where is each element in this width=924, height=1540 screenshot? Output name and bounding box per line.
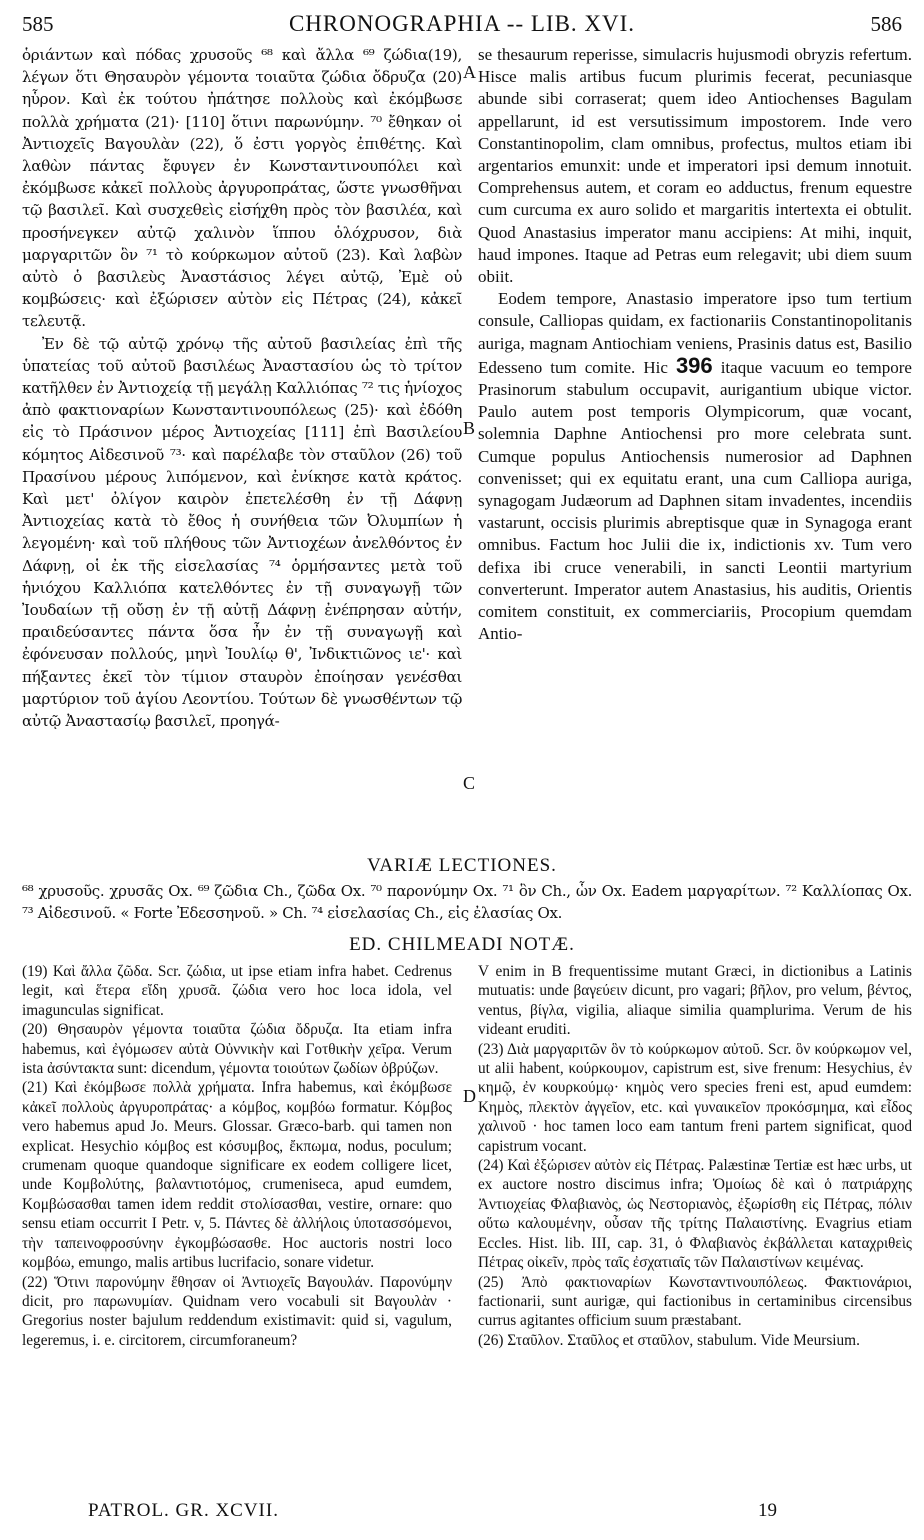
running-header bbox=[22, 4, 902, 44]
page-number-right: 586 bbox=[870, 11, 902, 36]
greek-column bbox=[22, 44, 462, 732]
note-25: (25) Ἀπὸ φακτιοναρίων Κωνσταντινουπόλεως. Φακτιονάριοι, factionarii, sunt aurigæ, qui factionibus in certaminibus circensibus currus agitantes officium suum præstabant. bbox=[478, 1273, 912, 1330]
page-footer bbox=[22, 1500, 902, 1534]
margin-marker-b: B bbox=[463, 418, 476, 438]
greek-paragraph-1: ὁριάντων καὶ πόδας χρυσοῦς ⁶⁸ καὶ ἄλλα ⁶⁹ ζώδια(19), λέγων ὅτι Θησαυρὸν γέμοντα τοιαῦτα ζώδια ὄδρυζα (20) ηὗρον. Καὶ ἐκ τούτου ἠπάτησε πολλοὺς καὶ ἐκόμβωσε πολλὰ χρήματα (21)· [110] ὅτινι παρωνύμην. ⁷⁰ ἔθηκαν οἱ Ἀντιοχεῖς Βαγουλὰν (22), ὅ ἐστι γοργὸς ἐπιθέτης. Καὶ λαθὼν πάντας ἔφυγεν ἐν Κωνσταντινουπόλει καὶ ἐκόμβωσε κἀκεῖ πολλοὺς ἀργυροπράτας, ὥστε γνωσθῆναι τῷ βασιλεῖ. Καὶ συσχεθεὶς εἰσήχθη πρὸς τὸν βασιλέα, καὶ προσήνεγκεν αὐτῷ χαλινὸν ἵππου ὁλόχρυσον, διὰ μαργαριτῶν ὃν ⁷¹ τὸ κούρκωμον αὐτοῦ (23). Καὶ λαβὼν αὐτὸ ὁ βασιλεὺς Ἀναστάσιος λέγει αὐτῷ, Ἐμὲ οὐ κομβώσεις· καὶ ἐξώρισεν αὐτὸν εἰς Πέτρας (24), κἀκεῖ τελευτᾷ. bbox=[22, 46, 462, 331]
note-26: (26) Σταῦλον. Σταῦλος et σταῦλον, stabulum. Vide Meursium. bbox=[478, 1331, 860, 1349]
latin-column bbox=[478, 44, 912, 645]
latin-paragraph-2b: itaque vacuum eo tempore Prasinorum stabulum occupavit, aurigantium ubique victor. Paulo autem post temporis Olympicorum, quæ vocant, solemnia Daphne Antiochensi pro more celebrata sunt. Cumque populus Antiochensis numerosior ad Daphnen convenisset; qui ex equitatu erant, una cum Calliopa auriga, synagogam Judæorum ad Daphnen sitam invadentes, incendiis vastarunt, occisis plurimis abreptisque quæ in Synagoga erant omnibus. Factum hoc Julii die ix, indictionis xv. Tum vero defixa ibi cruce venerabili, in sancti Leontii martyrium converterunt. Imperator autem Anastasius, his auditis, Orientis comitem constituit, ex commerciariis, Procopium quemdam Antio- bbox=[478, 357, 912, 644]
running-title: CHRONOGRAPHIA -- LIB. XVI. bbox=[288, 11, 636, 36]
notes-left-column bbox=[22, 962, 452, 1350]
note-20: (20) Θησαυρὸν γέμοντα τοιαῦτα ζώδια ὄδρυζα. Ita etiam infra habemus, καὶ ἐγόμωσεν αὐτὰ Οὐννικὴν καὶ Γοτθικὴν χεῖρα. Verum ista ἀσύντακτα sunt: dicendum, γέμοντα τοιούτων ζωδίων ὀβρύζων. bbox=[22, 1021, 452, 1078]
footer-series: PATROL. GR. XCVII. bbox=[88, 1500, 279, 1521]
greek-paragraph-2: Ἐν δὲ τῷ αὐτῷ χρόνῳ τῆς αὐτοῦ βασιλείας ἐπὶ τῆς ὑπατείας τοῦ αὐτοῦ βασιλέως Ἀναστασίου ὡς τὸ τρίτον κατῆλθεν ἐν Ἀντιοχείᾳ τῇ μεγάλῃ Καλλιόπας ⁷² τις ἡνίοχος ἀπὸ φακτιοναρίων Κωνσταντινουπόλεως (25)· καὶ ἐδόθη εἰς τὸ Πράσινον μέρος Ἀντιοχείας [111] ἐπὶ Βασιλείου κόμητος Αἰδεσινοῦ ⁷³· καὶ παρέλαβε τὸν σταῦλον (26) τοῦ Πρασίνου μέρους λιπόμενον, καὶ ἐνίκησε κατὰ κράτος. Καὶ μετ' ὀλίγον καιρὸν ἐπετελέσθη ἐν τῇ Δάφνῃ Ἀντιοχείας κατὰ τὸ ἔθος ἡ συνήθεια τῶν Ὀλυμπίων ἡ λεγομένη· καὶ τοῦ πλήθους τῶν Ἀντιοχέων ἀνελθόντος ἐν Δάφνῃ, οἱ ἐκ τῆς εἰσελασίας ⁷⁴ ὁρμήσαντες μετὰ τοῦ ἡνιόχου Καλλιόπα κατελθόντες ἐν τῇ συναγωγῇ τῶν Ἰουδαίων τῇ οὔσῃ ἐν τῇ αὐτῇ Δάφνῃ ἐνέπρησαν αὐτήν, πραιδεύσαντες πάντα ὅσα ἦν ἐν τῇ συναγωγῇ καὶ ἐφόνευσαν πολλούς, μηνὶ Ἰουλίῳ θ', Ἰνδικτιῶνος ιε'· καὶ πήξαντες ἐκεῖ τὸν τίμιον σταυρὸν ἐποίησαν γενέσθαι μαρτύριον τοῦ ἁγίου Λεοντίου. Τούτων δὲ γνωσθέντων τῷ αὐτῷ Ἀναστασίῳ βασιλεῖ, προηγά- bbox=[22, 334, 462, 731]
latin-paragraph-2a: Eodem tempore, Anastasio imperatore ipso tum tertium consule, Calliopas quidam, ex factionariis Constantinopolitanis auriga, magnam Antiochiam veniens, Prasinis datus est, Basilio Edesseno tum comite. Hic bbox=[478, 289, 912, 377]
note-23: (23) Διὰ μαργαριτῶν ὃν τὸ κούρκωμον αὐτοῦ. Scr. ὃν κούρκωμον vel, ut alii habent, κούρκουμον, capistrum est, sive frenum: Hesychius, ἐν κημῷ, ἐν κουρκούμῳ· κημὸς vero species freni est, apud eumdem: Κημὸς, πλεκτὸν ἀγγεῖον, etc. καὶ γυναικεῖον προκόσμημα, καὶ εἶδος χαλινοῦ · hoc tamen loco eam tantum freni partem significat, quod capistrum vocant. bbox=[478, 1040, 912, 1155]
latin-paragraph-2 bbox=[478, 288, 912, 645]
margin-marker-d: D bbox=[463, 1086, 476, 1106]
latin-paragraph-1: se thesaurum reperisse, simulacris hujusmodi obryzis refertum. Hisce malis artibus fucum plurimis fecerat, pecuniasque abunde sibi corraserat; quem ideo Antiochenses Bagulam appellarunt, id est versutissimum impostorem. Inde vero Constantinopolim, clam omnibus, profectus, multos etiam ibi argentarios emunxit: unde et imperatori ipsi demum innotuit. Comprehensus autem, et coram eo adductus, frenum equestre cum curcuma ex auro solido et margaritis intertexta ei obtulit. Quod Anastasius imperator manu accipiens: At mihi, inquit, haud impones. Itaque ad Petras eum relegavit; ubi diem suum obiit. bbox=[478, 45, 912, 287]
page-number-left: 585 bbox=[22, 11, 54, 36]
note-21: (21) Καὶ ἐκόμβωσε πολλὰ χρήματα. Infra habemus, καὶ ἐκόμβωσε κἀκεῖ πολλοὺς ἀργυροπράτας· a κόμβος, κομβόω formatur. Κόμβος vero habemus apud Jo. Meurs. Glossar. Græco-barb. qui tamen non explicat. Hesychio κόμβος est κόσυμβος, ἔκπωμα, nodus, poculum; crumenam quoque quandoque significare ex eodem colligere licet, unde Κομβολύτης, βαλαντιοτόμος, crumeniseca, apud eumdem, Κομβώσασθαι tamen idem reddit στολίσασθαι, vestire, ornare: quo sensu etiam occurrit I Petr. v, 5. Πάντες δὲ ἀλλήλοις ὑποτασσόμενοι, τὴν ταπεινοφροσύνην ἐγκομβώσασθε. Hoc auctoris nostri loco κομβόω, emungo, malis artibus lucrifacio, sonare videtur. bbox=[22, 1079, 452, 1272]
notae-title: ED. CHILMEADI NOTÆ. bbox=[349, 934, 575, 955]
variae-text: ⁶⁸ χρυσοῦς. χρυσᾶς Ox. ⁶⁹ ζῶδια Ch., ζῶδα Ox. ⁷⁰ παρονύμην Ox. ⁷¹ ὃν Ch., ὧν Ox. Eadem μαργαρίτων. ⁷² Καλλίοπας Ox. ⁷³ Αἰδεσινοῦ. « Forte Ἐδεσσηνοῦ. » Ch. ⁷⁴ εἰσελασίας Ch., εἰς ἐλασίας Ox. bbox=[22, 882, 912, 922]
note-24: (24) Καὶ ἐξώρισεν αὐτὸν εἰς Πέτρας. Palæstinæ Tertiæ est hæc urbs, ut ex auctore nostro discimus infra; Ὁμοίως δὲ καὶ ὁ πατριάρχης Ἀντιοχείας Φλαβιανὸς, ὡς Νεστοριανὸς, ἐξωρίσθη εἰς Πέτρας, πόλιν οὕτω καλουμένην, οὖσαν τῆς τρίτης Παλαιστίνης. Evagrius etiam Eccles. Hist. lib. III, cap. 31, ὁ Φλαβιανὸς ἐκβάλλεται καταχριθεὶς Πέτρας οἰκεῖν, πρὸς ταῖς ἐσχατιαῖς τῶν Παλαιστίνων κειμένας. bbox=[478, 1157, 912, 1272]
note-22-cont: V enim in B frequentissime mutant Græci, in dictionibus a Latinis mutuatis: unde βαγεύειν dicunt, pro vagari; βῆλον, pro velum, βέντος, ventus, βίγλα, vigilia, aliaque similia quamplurima. Verum de his videant eruditi. bbox=[478, 963, 912, 1039]
variae-lectiones-title: VARIÆ LECTIONES. bbox=[367, 855, 557, 876]
note-22: (22) Ὅτινι παρονύμην ἔθησαν οἱ Ἀντιοχεῖς Βαγουλάν. Παρονύμην dicit, pro παρωνυμίαν. Quidnam vero vocabuli sit Βαγουλὰν · Gregorius noster bajulum reddendum existimavit: quid si, vagulum, legeremus, i. e. circitorem, circumforaneum? bbox=[22, 1273, 452, 1349]
margin-marker-c: C bbox=[463, 773, 476, 793]
note-19: (19) Καὶ ἄλλα ζῶδα. Scr. ζώδια, ut ipse etiam infra habet. Cedrenus legit, καὶ ἕτερα εἴδη χρυσᾶ. ζώδια vero hoc loca idola, vel imagunculas significat. bbox=[22, 963, 452, 1019]
variae-lectiones bbox=[22, 880, 912, 924]
notes-right-column bbox=[478, 962, 912, 1350]
footer-signature: 19 bbox=[758, 1500, 777, 1521]
column-number: 396 bbox=[675, 352, 713, 378]
margin-marker-a: A bbox=[463, 62, 476, 82]
